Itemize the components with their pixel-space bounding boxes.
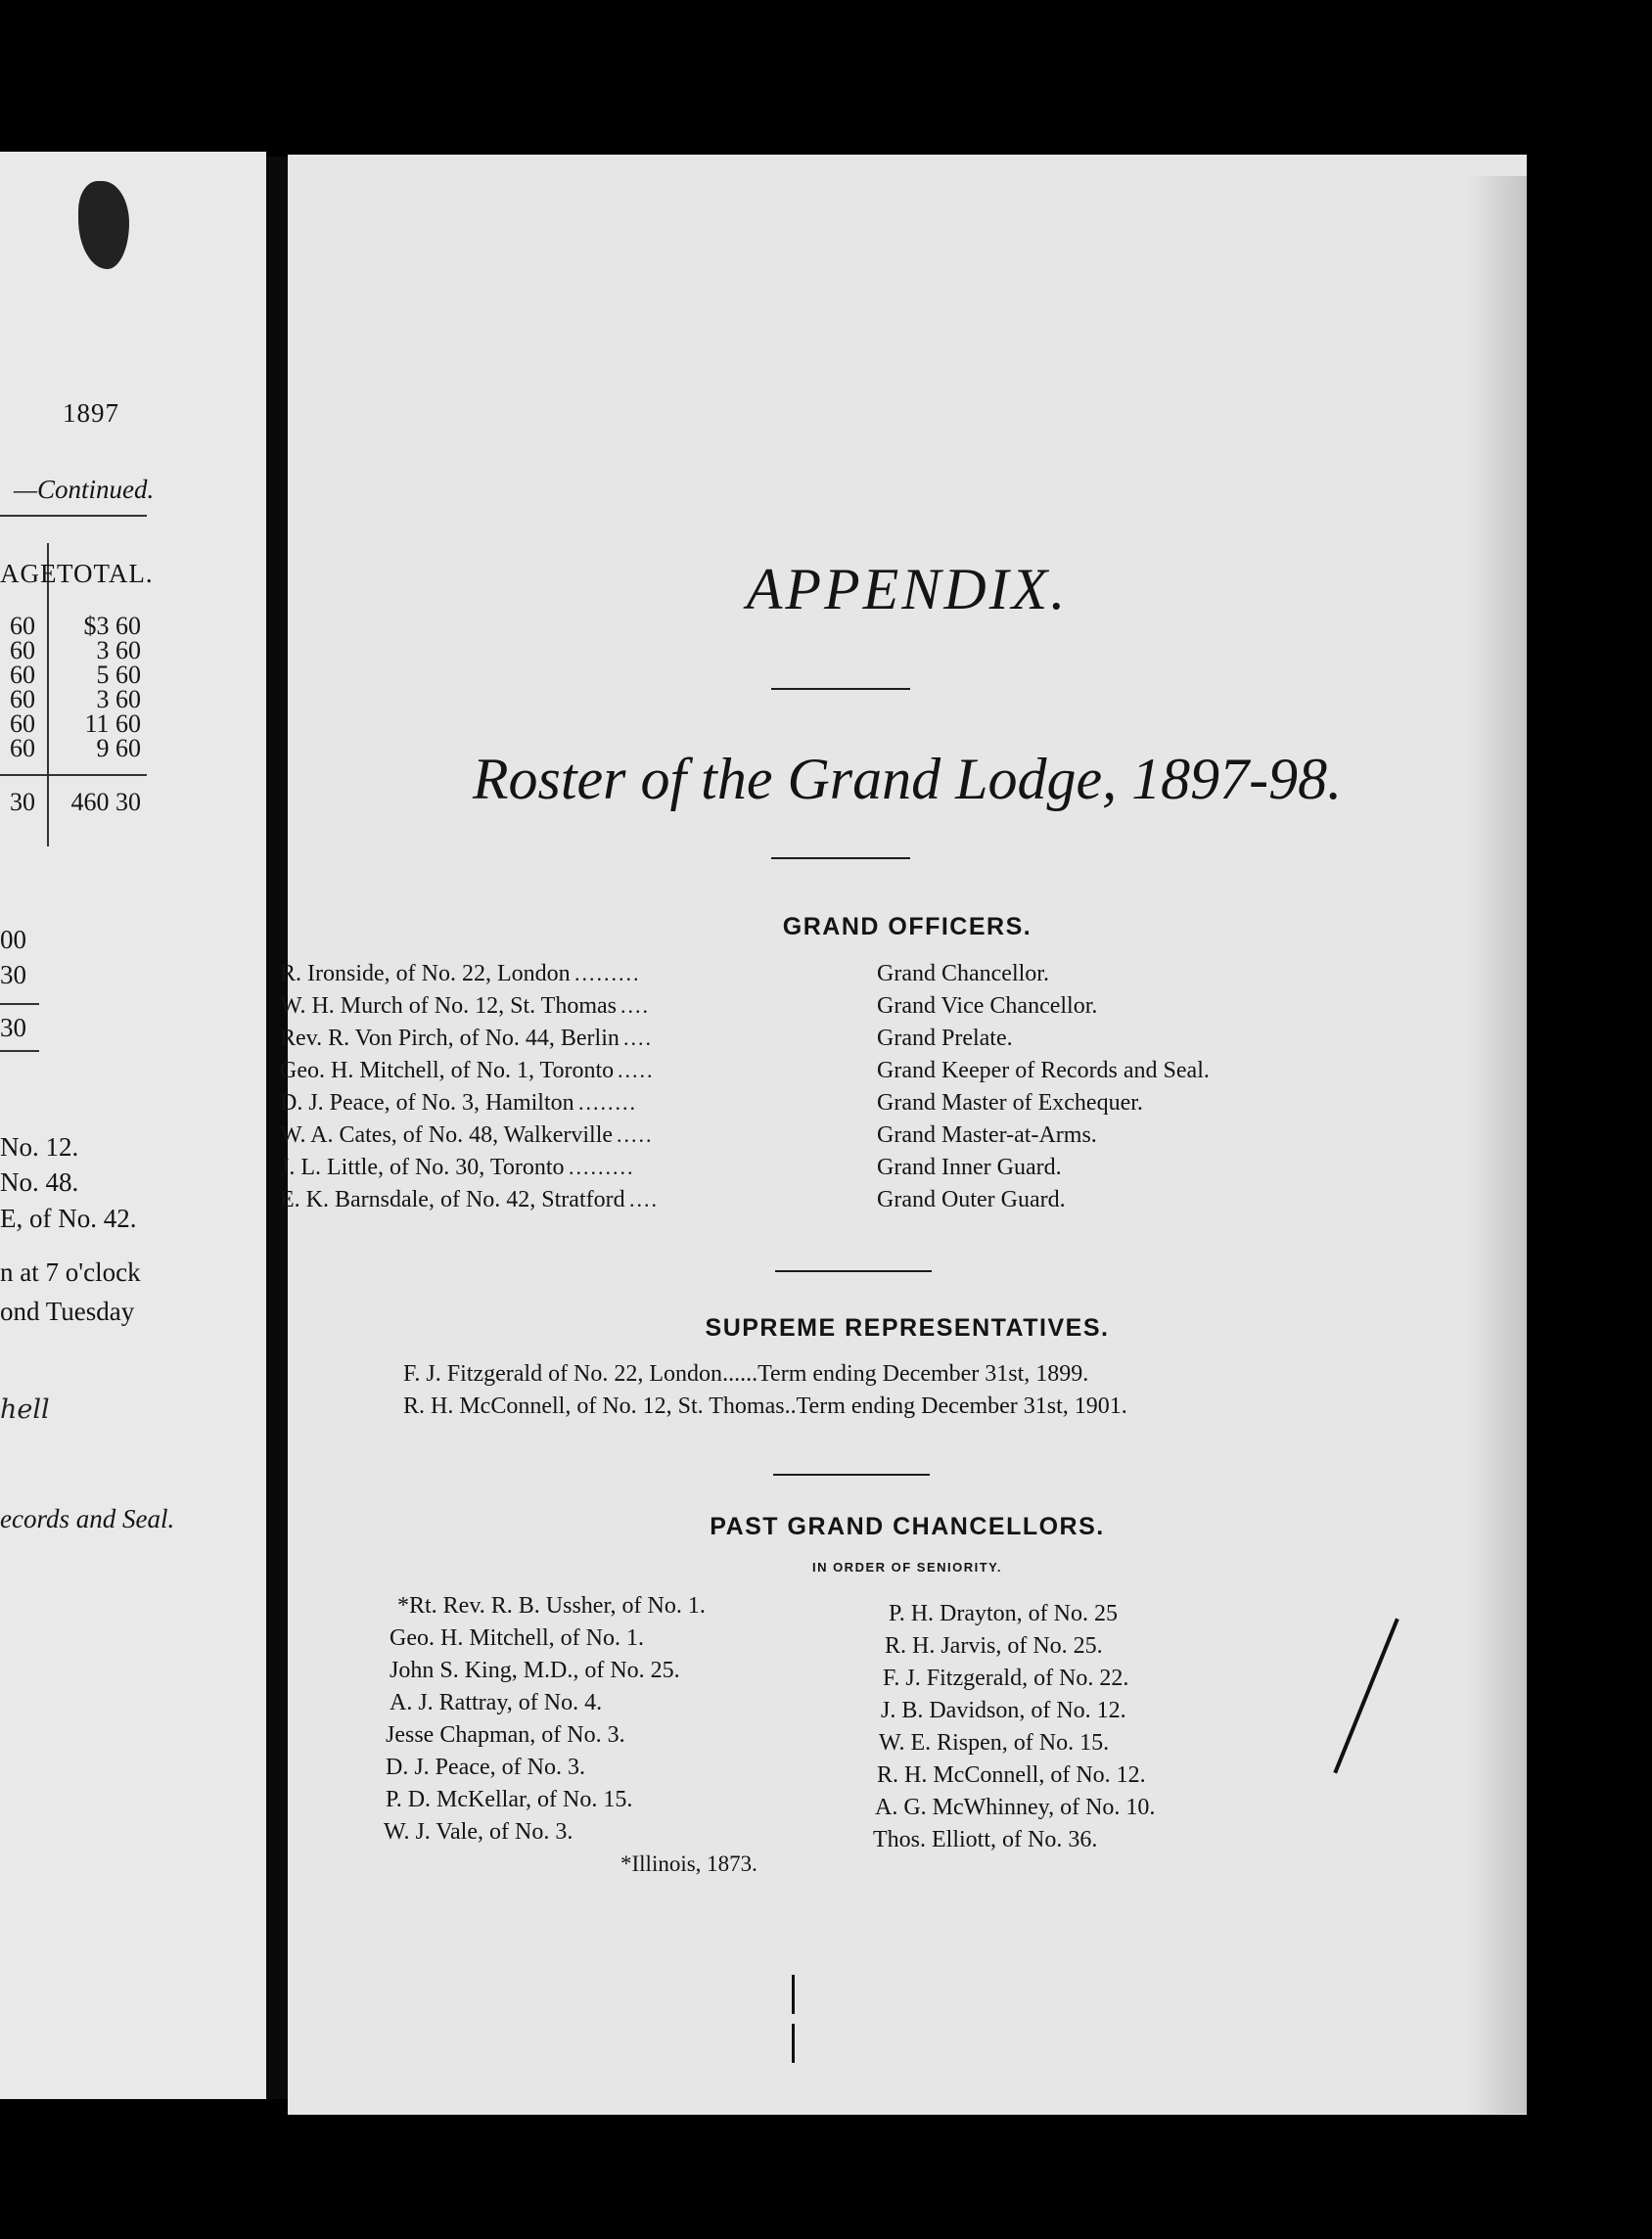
officer-row [280, 1187, 1519, 1218]
left-table-row: 60 5 60 [10, 661, 141, 689]
left-continued: —Continued. [14, 475, 155, 504]
left-rule [0, 1003, 39, 1005]
supreme-representatives-heading: SUPREME REPRESENTATIVES. [705, 1314, 1110, 1342]
leader-dots: ........ [578, 1090, 637, 1115]
left-text: No. 48. [0, 1167, 79, 1197]
representative-name: F. J. Fitzgerald of No. 22, London [403, 1361, 723, 1387]
left-table-row: 60 $3 60 [10, 612, 141, 640]
officer-name: W. H. Murch of No. 12, St. Thomas [280, 993, 617, 1019]
divider-rule [773, 1474, 930, 1476]
chancellor-entry: W. E. Rispen, of No. 15. [879, 1730, 1110, 1756]
officer-name: R. Ironside, of No. 22, London [280, 961, 571, 986]
chancellor-entry: *Rt. Rev. R. B. Ussher, of No. 1. [397, 1593, 706, 1619]
supreme-representative-row [403, 1394, 1127, 1425]
chancellor-entry: J. B. Davidson, of No. 12. [881, 1698, 1126, 1723]
chancellor-entry: A. G. McWhinney, of No. 10. [875, 1795, 1156, 1820]
left-text: No. 12. [0, 1132, 79, 1162]
representative-term: Term ending December 31st, 1901. [796, 1394, 1127, 1419]
ink-blot [78, 181, 129, 269]
ink-mark [792, 2024, 795, 2063]
divider-rule [775, 1270, 932, 1272]
left-year: 1897 [63, 398, 119, 428]
officer-office: Grand Keeper of Records and Seal. [877, 1058, 1210, 1083]
leader-dots: .... [629, 1187, 659, 1211]
officer-row [280, 993, 1519, 1025]
chancellor-entry: A. J. Rattray, of No. 4. [390, 1690, 603, 1715]
officer-name: W. A. Cates, of No. 48, Walkerville [280, 1122, 614, 1148]
left-rule [0, 1050, 39, 1052]
left-table-row: 60 11 60 [10, 709, 141, 738]
left-col-total-header: TOTAL. [57, 559, 154, 588]
chancellor-entry: R. H. McConnell, of No. 12. [877, 1762, 1146, 1788]
leader-dots: .... [623, 1026, 653, 1050]
chancellor-entry: F. J. Fitzgerald, of No. 22. [883, 1666, 1129, 1691]
officer-row [280, 1122, 1519, 1154]
left-table-row: 60 9 60 [10, 734, 141, 762]
chancellor-entry: Jesse Chapman, of No. 3. [386, 1722, 625, 1748]
supreme-representative-row [403, 1361, 1088, 1393]
pencil-mark [1333, 1618, 1399, 1773]
leader-dots: .. [784, 1394, 797, 1419]
chancellor-entry: Geo. H. Mitchell, of No. 1. [390, 1625, 644, 1651]
officer-office: Grand Vice Chancellor. [877, 993, 1098, 1019]
divider-rule [771, 857, 910, 859]
officer-office: Grand Prelate. [877, 1026, 1013, 1051]
leader-dots: .... [620, 993, 650, 1018]
footnote: *Illinois, 1873. [620, 1851, 757, 1876]
officer-row [280, 961, 1519, 992]
leader-dots: ..... [617, 1122, 654, 1147]
officer-name: E. K. Barnsdale, of No. 42, Stratford [280, 1187, 625, 1212]
officer-name: J. L. Little, of No. 30, Toronto [280, 1155, 565, 1180]
representative-term: Term ending December 31st, 1899. [757, 1361, 1089, 1387]
officer-office: Grand Outer Guard. [877, 1187, 1066, 1212]
officer-name: Geo. H. Mitchell, of No. 1, Toronto [280, 1058, 615, 1083]
left-table-rule [0, 515, 147, 517]
left-text: ond Tuesday [0, 1297, 135, 1326]
right-page [280, 155, 1527, 2115]
past-grand-chancellors-heading: PAST GRAND CHANCELLORS. [710, 1513, 1105, 1540]
signature: hell [0, 1394, 50, 1425]
officer-row [280, 1026, 1519, 1057]
chancellor-entry: P. H. Drayton, of No. 25 [889, 1601, 1118, 1626]
leader-dots: ..... [618, 1058, 655, 1082]
chancellor-entry: P. D. McKellar, of No. 15. [386, 1787, 633, 1812]
officer-office: Grand Master-at-Arms. [877, 1122, 1097, 1148]
left-value: 30 [0, 960, 26, 989]
chancellor-entry: R. H. Jarvis, of No. 25. [885, 1633, 1103, 1659]
officer-row [280, 1090, 1519, 1121]
left-page [0, 152, 266, 2099]
left-table-row: 60 3 60 [10, 636, 141, 664]
left-table-row: 60 3 60 [10, 685, 141, 713]
appendix-title: APPENDIX. [746, 557, 1069, 621]
officer-row [280, 1155, 1519, 1186]
left-text: E, of No. 42. [0, 1204, 137, 1233]
chancellor-entry: John S. King, M.D., of No. 25. [390, 1658, 680, 1683]
seniority-subheading: IN ORDER OF SENIORITY. [811, 1560, 1003, 1575]
chancellor-entry: Thos. Elliott, of No. 36. [873, 1827, 1098, 1852]
chancellor-entry: W. J. Vale, of No. 3. [384, 1819, 574, 1845]
left-col-age-header: AGE [0, 559, 58, 588]
left-sum-rule [0, 774, 147, 776]
officer-office: Grand Inner Guard. [877, 1155, 1062, 1180]
representative-name: R. H. McConnell, of No. 12, St. Thomas [403, 1394, 785, 1419]
left-table-sum-row: 30 460 30 [10, 788, 141, 816]
chancellor-entry: D. J. Peace, of No. 3. [386, 1755, 585, 1780]
page-edge-shadow [1468, 176, 1527, 2114]
left-value: 30 [0, 1013, 26, 1042]
officer-name: Rev. R. Von Pirch, of No. 44, Berlin [280, 1026, 620, 1051]
leader-dots: ......... [574, 961, 641, 985]
officer-office: Grand Chancellor. [877, 961, 1049, 986]
divider-rule [771, 688, 910, 690]
left-text: n at 7 o'clock [0, 1257, 141, 1287]
officer-row [280, 1058, 1519, 1089]
left-value: 00 [0, 925, 26, 954]
leader-dots: ...... [722, 1361, 758, 1387]
grand-officers-heading: GRAND OFFICERS. [782, 913, 1032, 940]
roster-title: Roster of the Grand Lodge, 1897-98. [472, 747, 1343, 811]
officer-name: D. J. Peace, of No. 3, Hamilton [280, 1090, 574, 1116]
officer-office: Grand Master of Exchequer. [877, 1090, 1143, 1116]
ink-mark [792, 1975, 795, 2014]
leader-dots: ......... [569, 1155, 635, 1179]
left-text: ecords and Seal. [0, 1504, 175, 1533]
